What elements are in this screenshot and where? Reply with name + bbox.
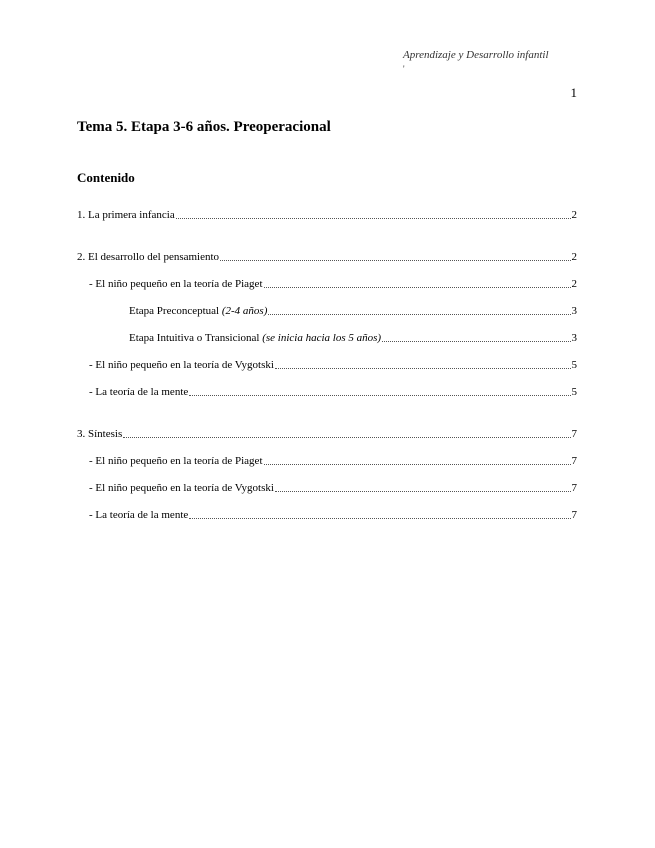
toc-entry-text: - El niño pequeño en la teoría de Piaget [89,278,263,290]
toc-entry-text: Etapa Preconceptual (2-4 años) [129,305,268,317]
toc-page-number: 2 [571,278,577,290]
toc-entry-etapa-intuitiva[interactable] [77,331,577,345]
toc-leader-dots [264,286,571,288]
toc-entry-text: - La teoría de la mente [89,386,189,398]
toc-page-number: 7 [571,509,577,521]
toc-entry-sintesis-teoria-mente[interactable] [77,508,577,522]
toc-entry-teoria-mente[interactable] [77,385,577,399]
toc-page-number: 7 [571,428,577,440]
toc-leader-dots [220,259,570,261]
toc-page-number: 5 [571,386,577,398]
toc-entry-desarrollo-pensamiento[interactable] [77,250,577,264]
toc-entry-text: Etapa Intuitiva o Transicional (se inicia hacia los 5 años) [129,332,382,344]
document-title: Tema 5. Etapa 3-6 años. Preoperacional [77,119,331,135]
toc-entry-text: - La teoría de la mente [89,509,189,521]
toc-page-number: 3 [571,332,577,344]
toc-leader-dots [189,517,570,519]
toc-entry-text: 2. El desarrollo del pensamiento [77,251,220,263]
toc-leader-dots [264,463,571,465]
toc-entry-vygotski[interactable] [77,358,577,372]
running-header-title: Aprendizaje y Desarrollo infantil [403,49,549,61]
toc-entry-text: - El niño pequeño en la teoría de Vygotski [89,482,274,494]
toc-entry-text: - El niño pequeño en la teoría de Piaget [89,455,263,467]
toc-leader-dots [275,490,571,492]
toc-page-number: 7 [571,455,577,467]
toc-entry-piaget[interactable] [77,277,577,291]
toc-leader-dots [382,340,570,342]
toc-page-number: 2 [571,209,577,221]
page-number: 1 [570,85,577,100]
toc-entry-text: 3. Síntesis [77,428,123,440]
toc-page-number: 7 [571,482,577,494]
toc-page-number: 5 [571,359,577,371]
toc-heading: Contenido [77,170,135,185]
toc-leader-dots [268,313,570,315]
toc-entry-sintesis-piaget[interactable] [77,454,577,468]
running-header-mark: ' [403,64,405,74]
toc-entry-sintesis[interactable] [77,427,577,441]
toc-page-number: 2 [571,251,577,263]
toc-leader-dots [123,436,570,438]
toc-entry-text: 1. La primera infancia [77,209,175,221]
toc-leader-dots [189,394,570,396]
toc-entry-etapa-preconceptual[interactable] [77,304,577,318]
toc-leader-dots [275,367,571,369]
toc-leader-dots [176,217,571,219]
toc-entry-text: - El niño pequeño en la teoría de Vygotski [89,359,274,371]
toc-page-number: 3 [571,305,577,317]
toc-entry-sintesis-vygotski[interactable] [77,481,577,495]
toc-entry-primera-infancia[interactable] [77,208,577,222]
